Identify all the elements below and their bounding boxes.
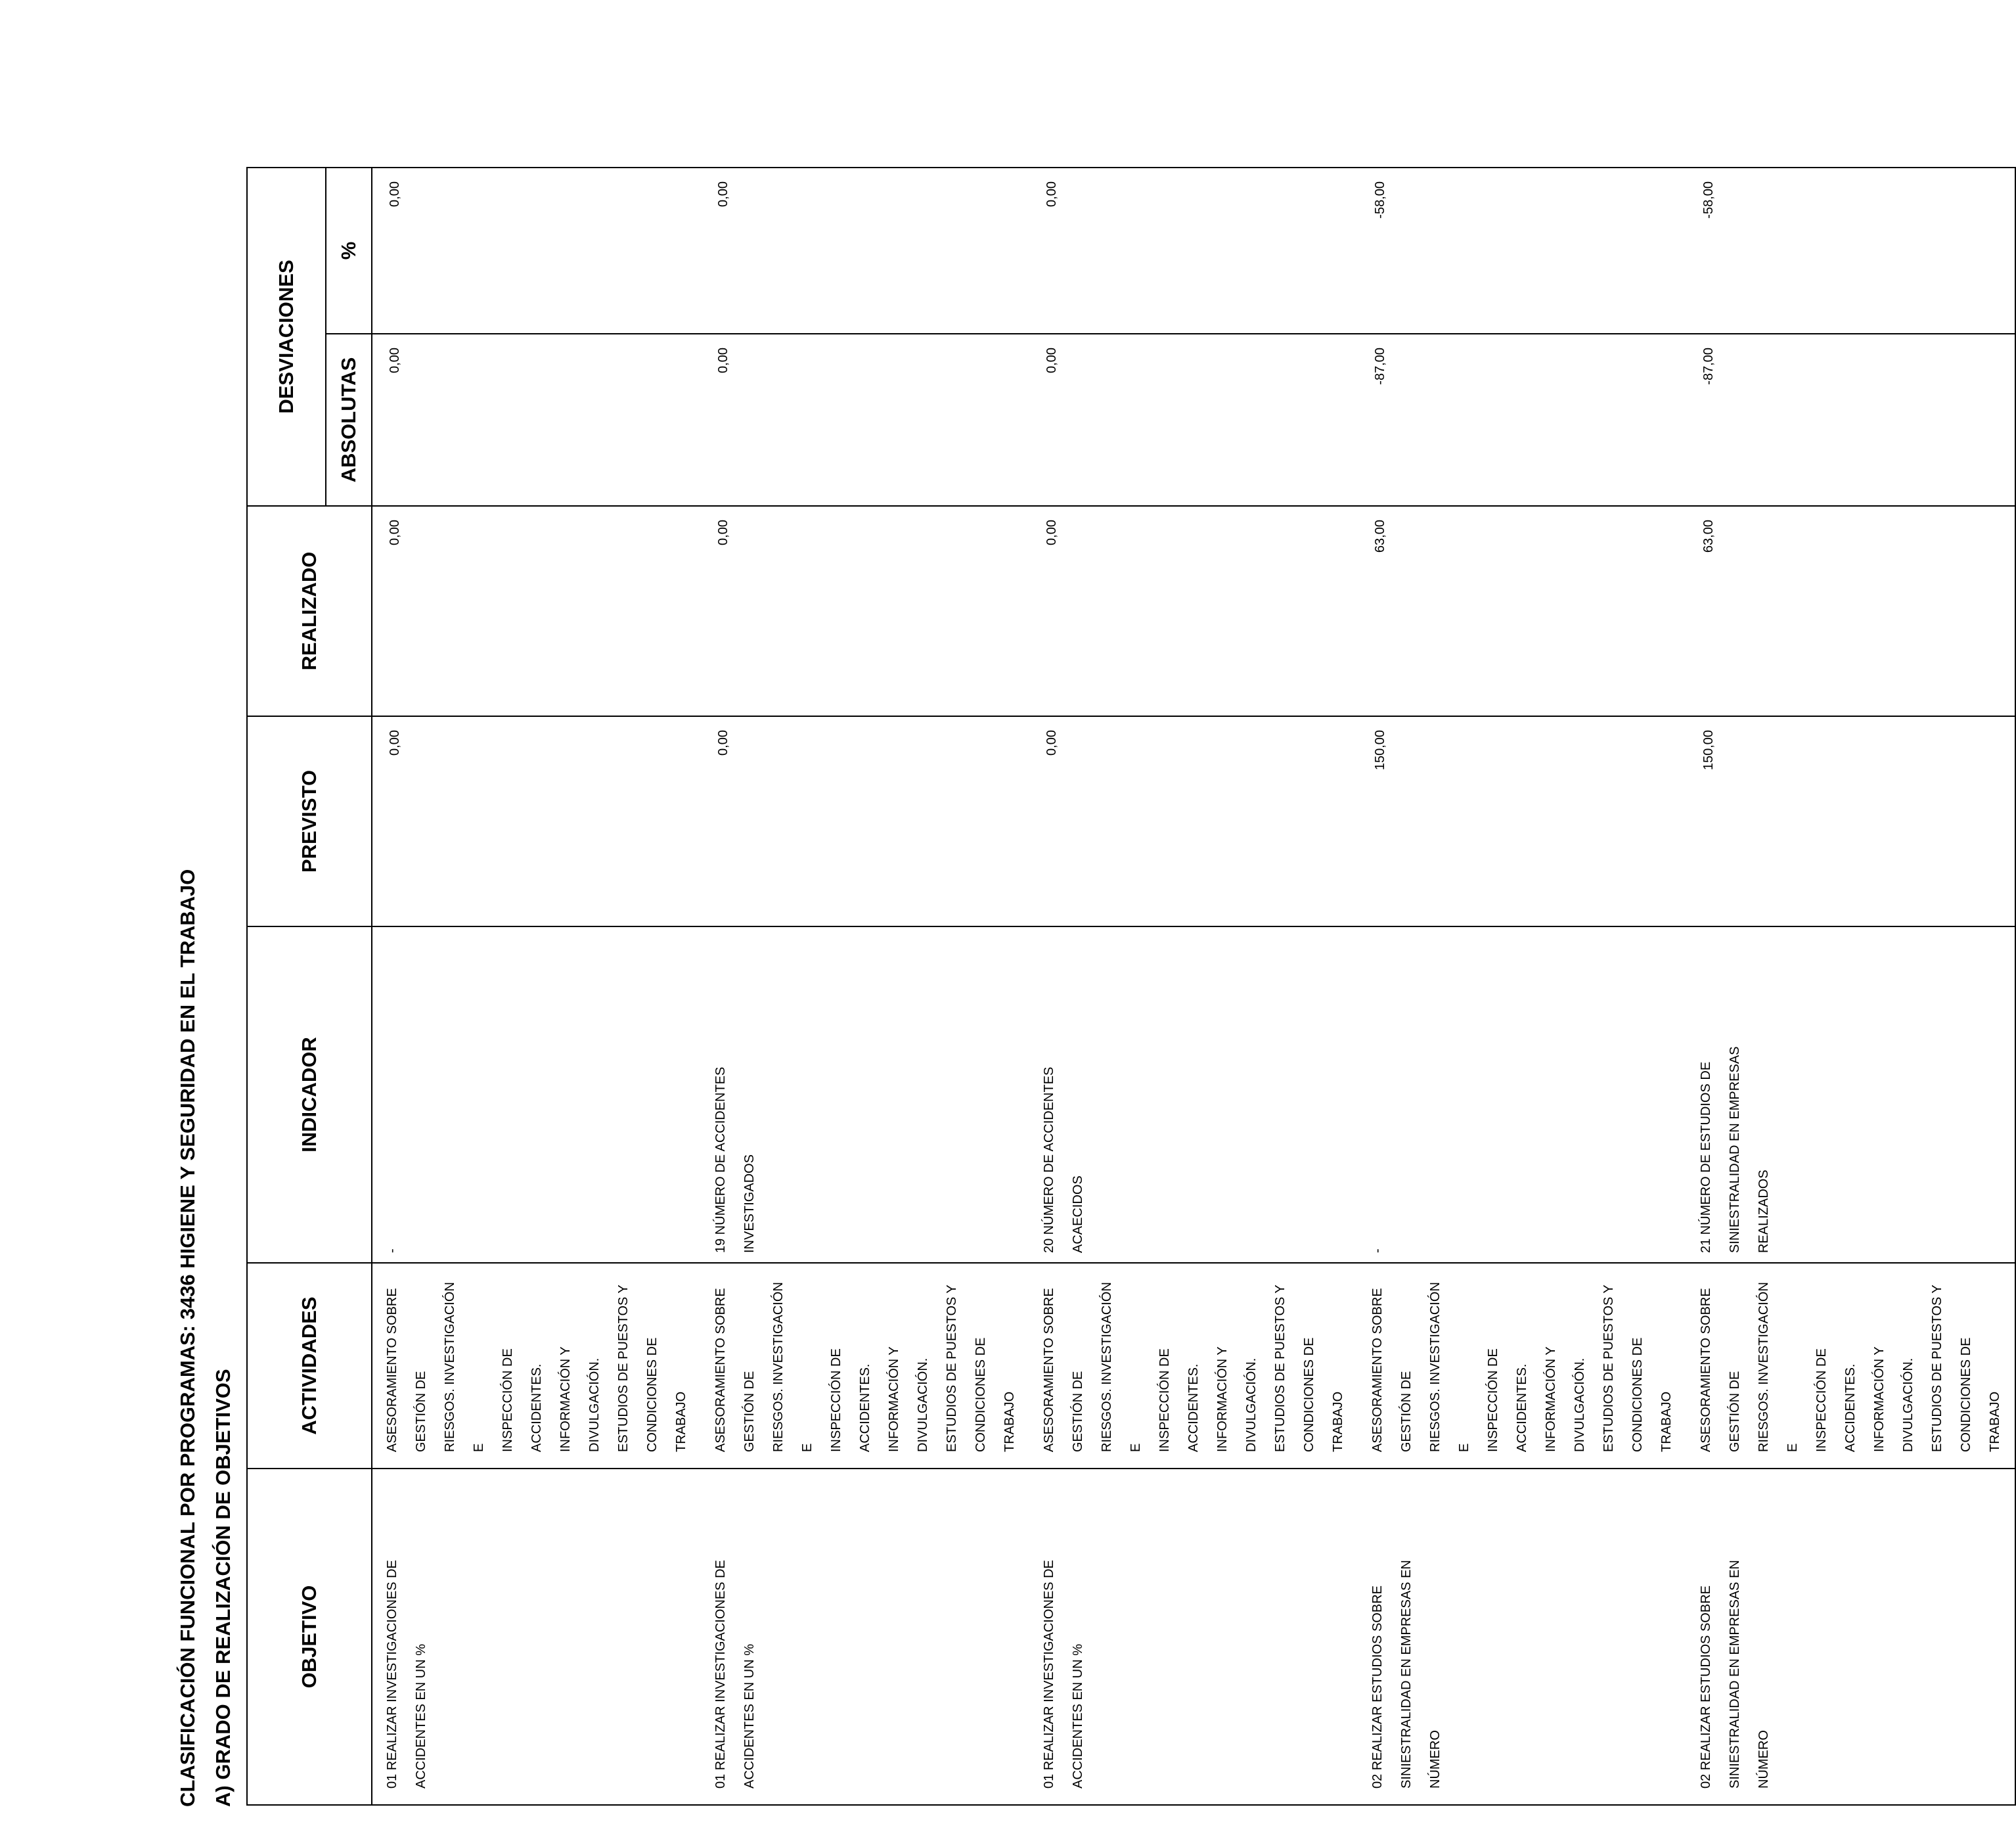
header-realizado: REALIZADO: [247, 506, 372, 716]
cell-indicador: 20 NÚMERO DE ACCIDENTES ACAECIDOS: [1029, 926, 1358, 1263]
cell-actividades: ASESORAMIENTO SOBRE GESTIÓN DE RIESGOS. INVESTIGACIÓN E INSPECCIÓN DE ACCIDENTES. INFORMACIÓN Y DIVULGACIÓN. ESTUDIOS DE PUESTOS Y CONDICIONES DE TRABAJO: [1358, 1263, 1686, 1469]
cell-absolutas: 0,00: [1029, 334, 1358, 506]
cell-previsto: 0,00: [1029, 716, 1358, 926]
cell-actividades: ASESORAMIENTO SOBRE GESTIÓN DE RIESGOS. INVESTIGACIÓN E INSPECCIÓN DE ACCIDENTES. INFORMACIÓN Y DIVULGACIÓN. ESTUDIOS DE PUESTOS Y CONDICIONES DE TRABAJO: [701, 1263, 1029, 1469]
cell-porcentaje: -58,00: [1686, 168, 2015, 334]
cell-absolutas: 0,00: [701, 334, 1029, 506]
cell-indicador: 19 NÚMERO DE ACCIDENTES INVESTIGADOS: [701, 926, 1029, 1263]
cell-objetivo: 02 REALIZAR ESTUDIOS SOBRE SINIESTRALIDAD EN EMPRESAS EN NÚMERO: [1358, 1469, 1686, 1805]
cell-porcentaje: 0,00: [1029, 168, 1358, 334]
page-subtitle: A) GRADO DE REALIZACIÓN DE OBJETIVOS: [212, 1369, 235, 1807]
cell-previsto: 150,00: [1686, 716, 2015, 926]
cell-absolutas: -87,00: [1358, 334, 1686, 506]
table-row: [372, 168, 701, 1805]
header-previsto: PREVISTO: [247, 716, 372, 926]
cell-previsto: 150,00: [1358, 716, 1686, 926]
table-row: [701, 168, 1029, 1805]
header-row: [247, 168, 326, 1805]
table-body: [372, 168, 2015, 1805]
table-row: [1686, 168, 2015, 1805]
objectives-table: [246, 167, 2016, 1806]
cell-realizado: 0,00: [372, 506, 701, 716]
header-absolutas: ABSOLUTAS: [326, 334, 372, 506]
cell-porcentaje: -58,00: [1358, 168, 1686, 334]
page-title: CLASIFICACIÓN FUNCIONAL POR PROGRAMAS: 3436 HIGIENE Y SEGURIDAD EN EL TRABAJO: [176, 869, 199, 1807]
cell-absolutas: 0,00: [372, 334, 701, 506]
cell-objetivo: 01 REALIZAR INVESTIGACIONES DE ACCIDENTES EN UN %: [372, 1469, 701, 1805]
cell-objetivo: 02 REALIZAR ESTUDIOS SOBRE SINIESTRALIDAD EN EMPRESAS EN NÚMERO: [1686, 1469, 2015, 1805]
header-porcentaje: %: [326, 168, 372, 334]
cell-actividades: ASESORAMIENTO SOBRE GESTIÓN DE RIESGOS. INVESTIGACIÓN E INSPECCIÓN DE ACCIDENTES. INFORMACIÓN Y DIVULGACIÓN. ESTUDIOS DE PUESTOS Y CONDICIONES DE TRABAJO: [1029, 1263, 1358, 1469]
table-row: [1029, 168, 1358, 1805]
header-objetivo: OBJETIVO: [247, 1469, 372, 1805]
cell-objetivo: 01 REALIZAR INVESTIGACIONES DE ACCIDENTES EN UN %: [701, 1469, 1029, 1805]
cell-porcentaje: 0,00: [372, 168, 701, 334]
cell-previsto: 0,00: [372, 716, 701, 926]
header-actividades: ACTIVIDADES: [247, 1263, 372, 1469]
cell-realizado: 63,00: [1686, 506, 2015, 716]
cell-porcentaje: 0,00: [701, 168, 1029, 334]
cell-realizado: 0,00: [1029, 506, 1358, 716]
cell-absolutas: -87,00: [1686, 334, 2015, 506]
cell-realizado: 0,00: [701, 506, 1029, 716]
cell-objetivo: 01 REALIZAR INVESTIGACIONES DE ACCIDENTES EN UN %: [1029, 1469, 1358, 1805]
cell-realizado: 63,00: [1358, 506, 1686, 716]
cell-indicador: -: [372, 926, 701, 1263]
cell-actividades: ASESORAMIENTO SOBRE GESTIÓN DE RIESGOS. INVESTIGACIÓN E INSPECCIÓN DE ACCIDENTES. INFORMACIÓN Y DIVULGACIÓN. ESTUDIOS DE PUESTOS Y CONDICIONES DE TRABAJO: [372, 1263, 701, 1469]
header-desviaciones: DESVIACIONES: [247, 168, 326, 506]
cell-previsto: 0,00: [701, 716, 1029, 926]
cell-indicador: 21 NÚMERO DE ESTUDIOS DE SINIESTRALIDAD EN EMPRESAS REALIZADOS: [1686, 926, 2015, 1263]
cell-actividades: ASESORAMIENTO SOBRE GESTIÓN DE RIESGOS. INVESTIGACIÓN E INSPECCIÓN DE ACCIDENTES. INFORMACIÓN Y DIVULGACIÓN. ESTUDIOS DE PUESTOS Y CONDICIONES DE TRABAJO: [1686, 1263, 2015, 1469]
cell-indicador: -: [1358, 926, 1686, 1263]
header-indicador: INDICADOR: [247, 926, 372, 1263]
table-row: [1358, 168, 1686, 1805]
